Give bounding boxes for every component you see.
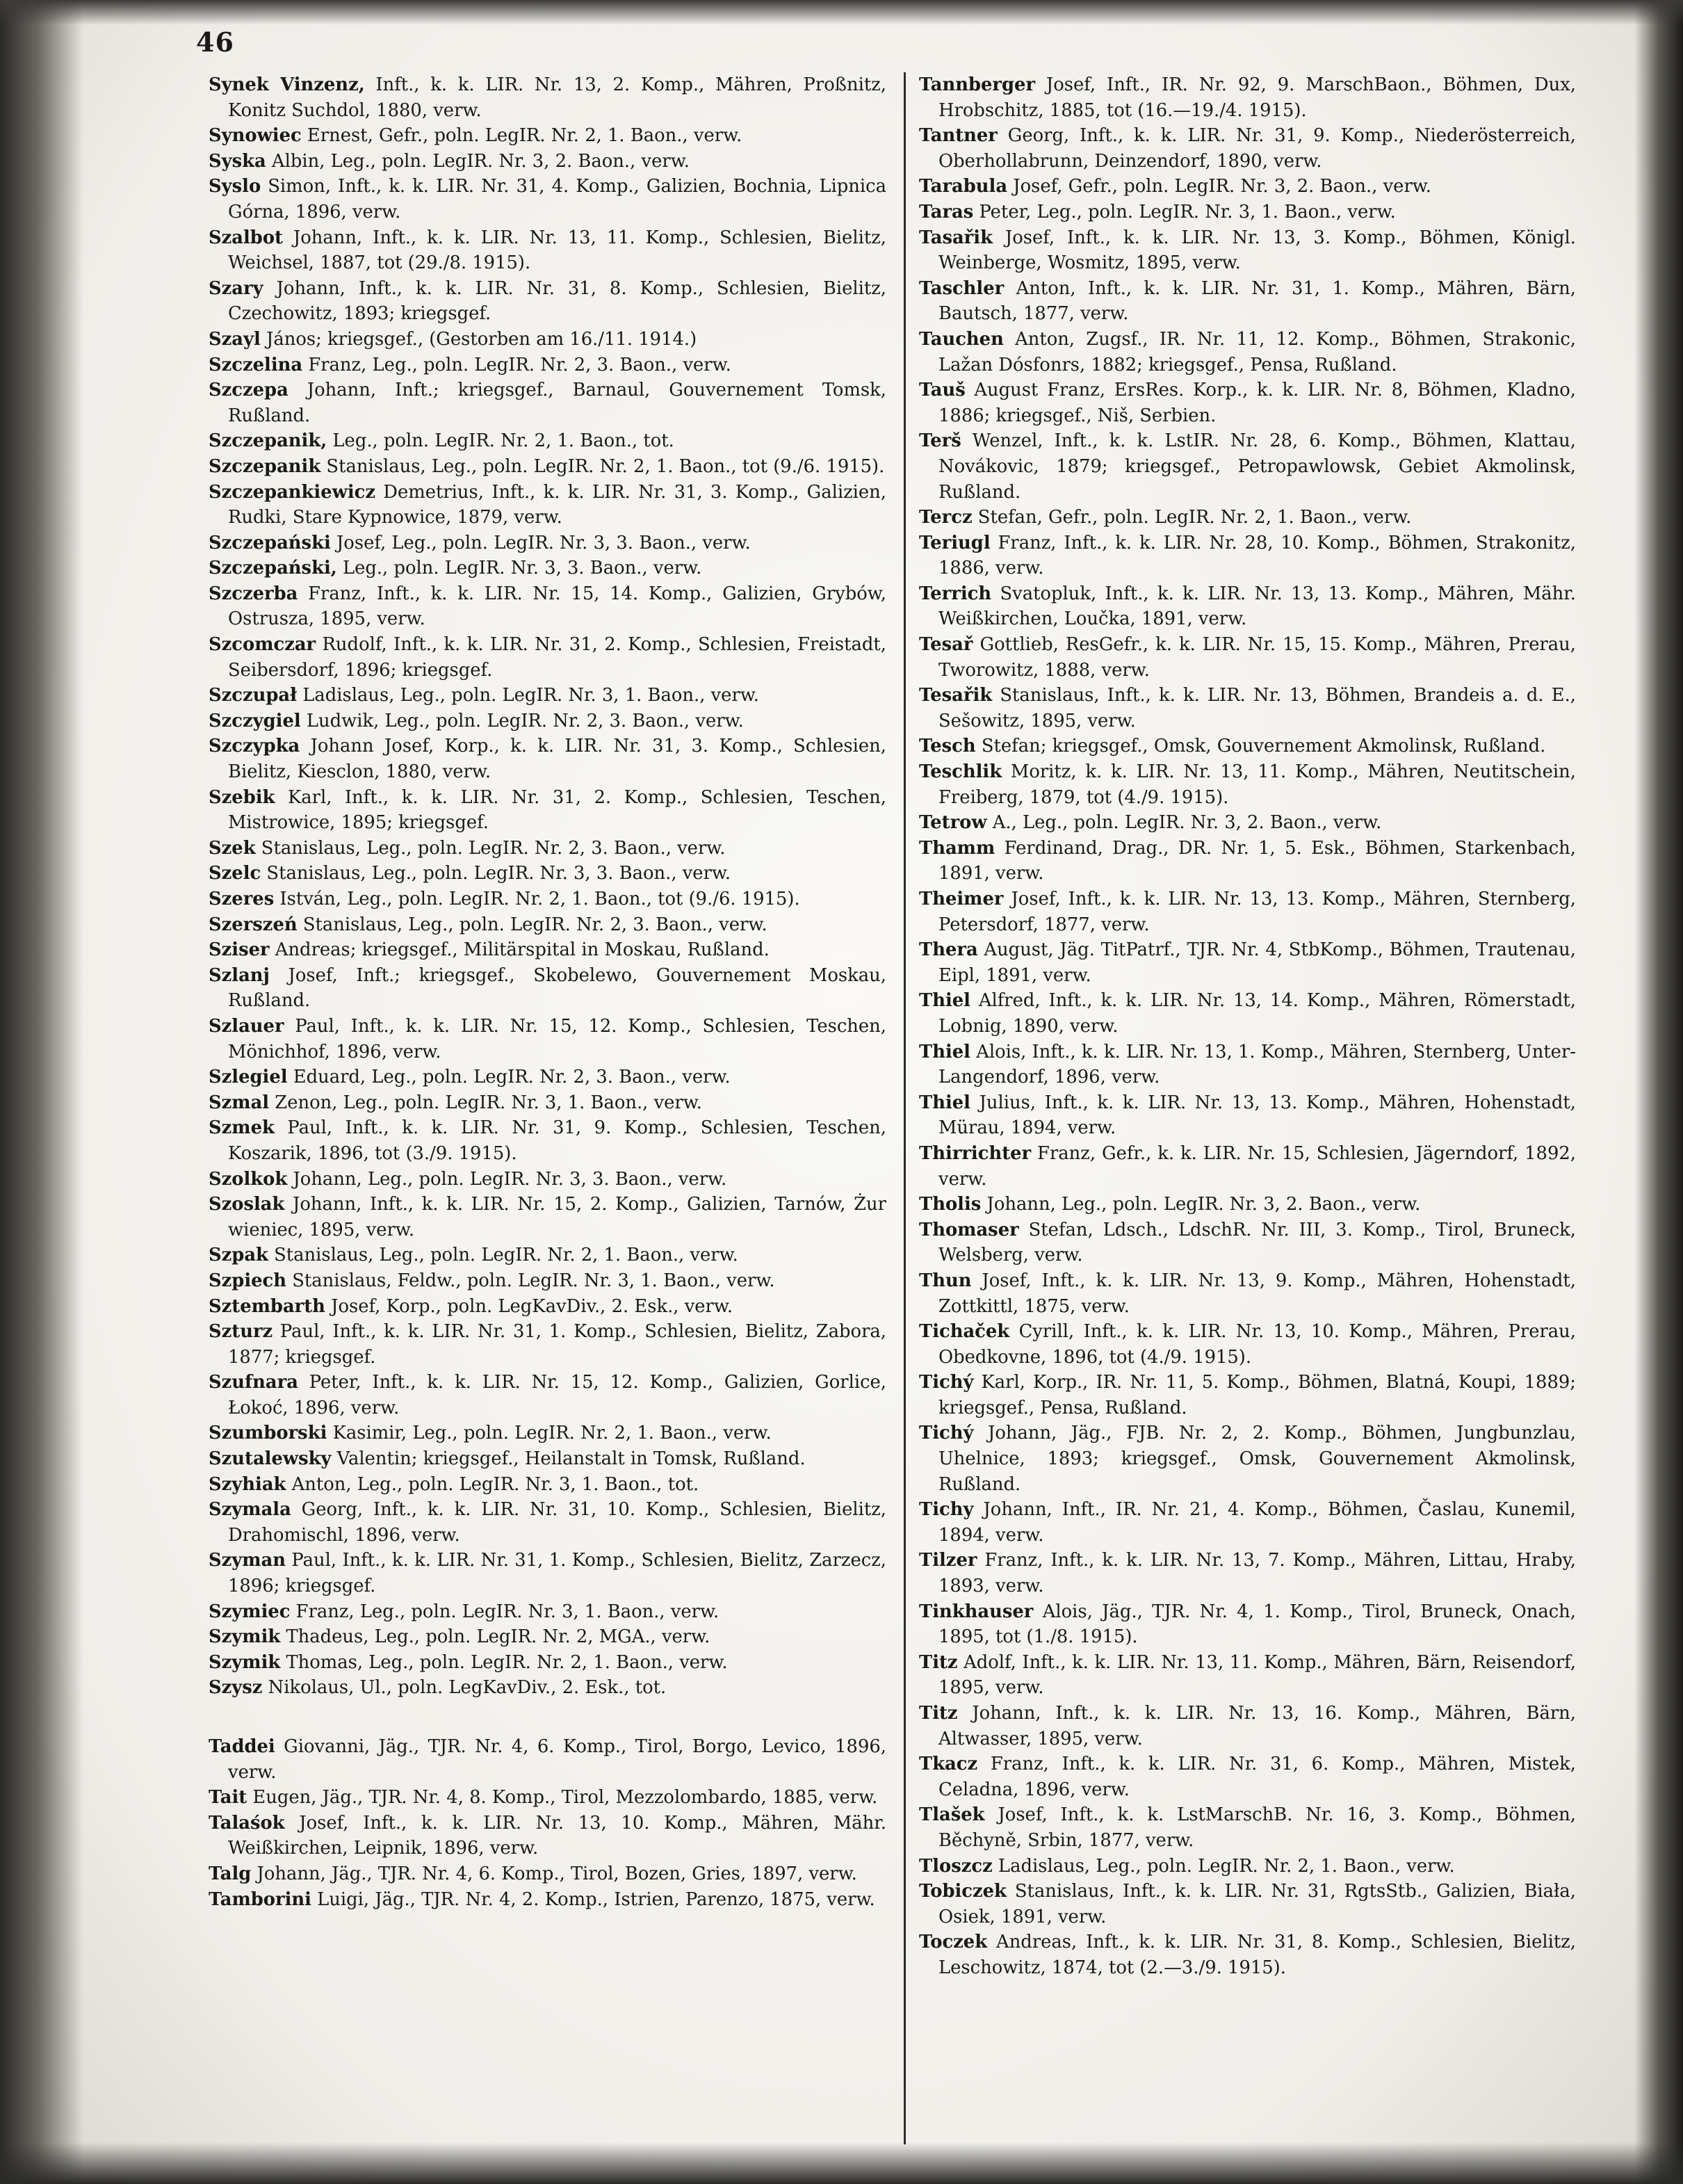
list-entry bbox=[919, 225, 1576, 276]
list-entry bbox=[209, 1115, 886, 1166]
entry-details: Johann, Inft., k. k. LIR. Nr. 31, 8. Komp., Schlesien, Bielitz, Czechowitz, 1893; kriegsgef. bbox=[228, 277, 886, 325]
list-entry bbox=[209, 963, 886, 1014]
entry-details: Johann, Leg., poln. LegIR. Nr. 3, 3. Baon., verw. bbox=[287, 1168, 727, 1190]
entry-surname: Szlegiel bbox=[209, 1067, 288, 1088]
list-entry bbox=[919, 1701, 1576, 1752]
list-entry bbox=[919, 1268, 1576, 1319]
list-entry bbox=[209, 1497, 886, 1548]
entry-details: Ladislaus, Leg., poln. LegIR. Nr. 2, 1. Baon., verw. bbox=[992, 1855, 1455, 1877]
list-entry bbox=[209, 1167, 886, 1192]
entry-surname: Szpiech bbox=[209, 1270, 286, 1291]
entry-surname: Szczypka bbox=[209, 736, 300, 757]
list-entry bbox=[919, 200, 1576, 225]
entry-surname: Thera bbox=[919, 939, 978, 961]
list-entry bbox=[209, 72, 886, 123]
entry-details: Georg, Inft., k. k. LIR. Nr. 31, 9. Komp., Niederösterreich, Oberhollabrunn, Deinzendorf, 1890, verw. bbox=[938, 125, 1576, 172]
entry-surname: Szmek bbox=[209, 1117, 275, 1139]
entry-details: Josef, Inft., k. k. LIR. Nr. 13, 9. Komp., Mähren, Hohenstadt, Zottkittl, 1875, verw. bbox=[938, 1270, 1576, 1317]
entry-details: Franz, Leg., poln. LegIR. Nr. 3, 1. Baon., verw. bbox=[290, 1601, 719, 1622]
list-entry bbox=[919, 276, 1576, 327]
entry-surname: Teschlik bbox=[919, 761, 1002, 783]
entry-details: Stanislaus, Leg., poln. LegIR. Nr. 2, 3. Baon., verw. bbox=[297, 914, 767, 935]
entry-details: Cyrill, Inft., k. k. LIR. Nr. 13, 10. Komp., Mähren, Prerau, Obedkovne, 1896, tot (4./9. 1915). bbox=[938, 1321, 1576, 1368]
entry-details: Peter, Inft., k. k. LIR. Nr. 15, 12. Komp., Galizien, Gorlice, Łokoć, 1896, verw. bbox=[228, 1372, 886, 1418]
entry-surname: Thiel bbox=[919, 1041, 970, 1062]
list-entry bbox=[209, 276, 886, 327]
list-entry bbox=[209, 1065, 886, 1090]
list-entry bbox=[209, 353, 886, 378]
entry-surname: Szmal bbox=[209, 1092, 270, 1113]
right-column bbox=[919, 72, 1576, 1981]
list-entry bbox=[209, 1624, 886, 1650]
list-entry bbox=[209, 785, 886, 836]
list-entry bbox=[919, 531, 1576, 581]
entry-surname: Taschler bbox=[919, 277, 1005, 299]
list-entry bbox=[919, 1040, 1576, 1090]
list-entry bbox=[209, 1650, 886, 1676]
entry-details: Anton, Leg., poln. LegIR. Nr. 3, 1. Baon., tot. bbox=[286, 1473, 699, 1495]
entry-surname: Szczepa bbox=[209, 380, 288, 401]
list-entry bbox=[209, 428, 886, 454]
entry-details: Zenon, Leg., poln. LegIR. Nr. 3, 1. Baon., verw. bbox=[269, 1092, 702, 1113]
list-entry bbox=[209, 149, 886, 175]
list-entry bbox=[919, 1370, 1576, 1421]
entry-details: Moritz, k. k. LIR. Nr. 13, 11. Komp., Mähren, Neutitschein, Freiberg, 1879, tot (4./9. 1915). bbox=[938, 761, 1576, 808]
entry-details: Franz, Inft., k. k. LIR. Nr. 15, 14. Komp., Galizien, Grybów, Ostrusza, 1895, verw. bbox=[228, 583, 886, 630]
list-entry bbox=[919, 327, 1576, 378]
entry-details: Franz, Leg., poln. LegIR. Nr. 2, 3. Baon., verw. bbox=[302, 354, 731, 375]
entry-surname: Szczerba bbox=[209, 583, 298, 604]
list-entry bbox=[209, 1090, 886, 1116]
entry-details: Johann, Inft., k. k. LIR. Nr. 13, 16. Komp., Mähren, Bärn, Altwasser, 1895, verw. bbox=[938, 1703, 1576, 1749]
entry-surname: Thamm bbox=[919, 837, 995, 859]
entry-details: Johann, Inft.; kriegsgef., Barnaul, Gouvernement Tomsk, Rußland. bbox=[228, 380, 886, 426]
list-entry bbox=[209, 683, 886, 709]
entry-surname: Szebik bbox=[209, 786, 275, 808]
entry-details: Johann, Leg., poln. LegIR. Nr. 3, 2. Baon., verw. bbox=[981, 1194, 1421, 1215]
entry-details: Thadeus, Leg., poln. LegIR. Nr. 2, MGA., verw. bbox=[280, 1626, 710, 1648]
entry-surname: Szek bbox=[209, 837, 256, 859]
entry-surname: Tesch bbox=[919, 736, 976, 757]
entry-surname: Szayl bbox=[209, 328, 261, 350]
entry-details: Josef, Inft., k. k. LstMarschB. Nr. 16, 3. Komp., Böhmen, Běchyně, Srbin, 1877, verw. bbox=[938, 1804, 1576, 1851]
entry-surname: Tetrow bbox=[919, 812, 987, 834]
entry-surname: Theimer bbox=[919, 889, 1004, 909]
entry-surname: Szczelina bbox=[209, 354, 303, 375]
entry-surname: Synowiec bbox=[209, 125, 302, 147]
list-entry bbox=[919, 1141, 1576, 1192]
entry-surname: Tesař bbox=[919, 634, 973, 656]
entry-surname: Tkacz bbox=[919, 1754, 978, 1775]
entry-details: Ferdinand, Drag., DR. Nr. 1, 5. Esk., Böhmen, Starkenbach, 1891, verw. bbox=[938, 837, 1576, 884]
entry-surname: Szcomczar bbox=[209, 634, 316, 656]
entry-surname: Tarabula bbox=[919, 176, 1008, 197]
entry-details: Paul, Inft., k. k. LIR. Nr. 31, 1. Komp., Schlesien, Bielitz, Zabora, 1877; kriegsgef. bbox=[228, 1321, 886, 1368]
entry-details: August Franz, ErsRes. Korp., k. k. LIR. Nr. 8, Böhmen, Kladno, 1886; kriegsgef., Niš, Serbien. bbox=[938, 380, 1576, 426]
entry-details: Andreas, Inft., k. k. LIR. Nr. 31, 8. Komp., Schlesien, Bielitz, Leschowitz, 1874, tot (2.—3./9. 1915). bbox=[938, 1932, 1576, 1978]
entry-surname: Szalbot bbox=[209, 227, 283, 248]
entry-details: Thomas, Leg., poln. LegIR. Nr. 2, 1. Baon., verw. bbox=[280, 1651, 728, 1673]
entry-surname: Szczupał bbox=[209, 685, 298, 706]
list-entry bbox=[209, 123, 886, 149]
list-entry bbox=[919, 734, 1576, 759]
list-entry bbox=[919, 72, 1576, 123]
entry-details: István, Leg., poln. LegIR. Nr. 2, 1. Baon., tot (9./6. 1915). bbox=[274, 889, 800, 909]
entry-details: Johann, Inft., IR. Nr. 21, 4. Komp., Böhmen, Časlau, Kunemil, 1894, verw. bbox=[938, 1499, 1576, 1546]
list-entry bbox=[209, 1887, 886, 1913]
entry-surname: Taddei bbox=[209, 1736, 275, 1757]
page-number: 46 bbox=[196, 26, 234, 58]
list-entry bbox=[209, 1675, 886, 1701]
left-column bbox=[209, 72, 886, 1912]
entry-details: Stanislaus, Leg., poln. LegIR. Nr. 3, 3. Baon., verw. bbox=[261, 863, 731, 884]
list-entry bbox=[209, 378, 886, 428]
entry-surname: Thiel bbox=[919, 990, 970, 1012]
entry-details: Adolf, Inft., k. k. LIR. Nr. 13, 11. Komp., Mähren, Bärn, Reisendorf, 1895, verw. bbox=[938, 1651, 1576, 1699]
entry-details: Peter, Leg., poln. LegIR. Nr. 3, 1. Baon., verw. bbox=[973, 201, 1396, 223]
entry-details: Kasimir, Leg., poln. LegIR. Nr. 2, 1. Baon., verw. bbox=[327, 1423, 772, 1444]
entry-details: August, Jäg. TitPatrf., TJR. Nr. 4, StbKomp., Böhmen, Trautenau, Eipl, 1891, verw. bbox=[938, 939, 1576, 986]
list-entry bbox=[919, 174, 1576, 200]
entry-details: Anton, Inft., k. k. LIR. Nr. 31, 1. Komp., Mähren, Bärn, Bautsch, 1877, verw. bbox=[938, 277, 1576, 325]
list-entry bbox=[919, 1752, 1576, 1802]
list-entry bbox=[209, 1785, 886, 1811]
entry-surname: Szufnara bbox=[209, 1372, 298, 1393]
list-entry bbox=[919, 937, 1576, 988]
entry-surname: Titz bbox=[919, 1703, 958, 1724]
entry-surname: Tauš bbox=[919, 380, 966, 401]
entry-details: Josef, Leg., poln. LegIR. Nr. 3, 3. Baon., verw. bbox=[330, 532, 751, 553]
entry-details: Nikolaus, Ul., poln. LegKavDiv., 2. Esk., tot. bbox=[262, 1677, 667, 1699]
entry-details: Josef, Inft., IR. Nr. 92, 9. MarschBaon., Böhmen, Dux, Hrobschitz, 1885, tot (16.—19./4. 1915). bbox=[938, 74, 1576, 121]
entry-surname: Szyman bbox=[209, 1550, 286, 1571]
list-entry bbox=[209, 531, 886, 556]
entry-surname: Taras bbox=[919, 201, 974, 223]
entry-surname: Szeres bbox=[209, 889, 275, 909]
entry-surname: Szysz bbox=[209, 1677, 263, 1699]
list-entry bbox=[209, 734, 886, 784]
list-entry bbox=[209, 327, 886, 353]
entry-surname: Tichý bbox=[919, 1423, 974, 1444]
entry-surname: Szturz bbox=[209, 1321, 273, 1343]
entry-details: Paul, Inft., k. k. LIR. Nr. 31, 1. Komp., Schlesien, Bielitz, Zarzecz, 1896; kriegsgef. bbox=[228, 1550, 886, 1597]
entry-surname: Szymiec bbox=[209, 1601, 291, 1622]
list-entry bbox=[209, 1319, 886, 1370]
entry-surname: Tasařik bbox=[919, 227, 993, 248]
entry-surname: Szczepanik bbox=[209, 455, 321, 477]
entry-surname: Tichaček bbox=[919, 1321, 1010, 1343]
entry-details: Johann, Jäg., TJR. Nr. 4, 6. Komp., Tirol, Bozen, Gries, 1897, verw. bbox=[251, 1863, 857, 1884]
entry-surname: Tobiczek bbox=[919, 1881, 1007, 1902]
list-entry bbox=[919, 632, 1576, 683]
entry-surname: Szolkok bbox=[209, 1168, 288, 1190]
list-entry bbox=[919, 1599, 1576, 1650]
entry-surname: Szlauer bbox=[209, 1015, 284, 1037]
list-entry bbox=[209, 937, 886, 963]
scan-shadow-bottom bbox=[0, 2142, 1683, 2184]
entry-details: Inft., k. k. LIR. Nr. 13, 2. Komp., Mähren, Proßnitz, Konitz Suchdol, 1880, verw. bbox=[228, 74, 886, 121]
entry-details: Franz, Inft., k. k. LIR. Nr. 31, 6. Komp., Mähren, Mistek, Celadna, 1896, verw. bbox=[938, 1754, 1576, 1800]
entry-surname: Szlanj bbox=[209, 964, 270, 986]
entry-surname: Terš bbox=[919, 430, 961, 452]
list-entry bbox=[209, 1811, 886, 1861]
list-entry bbox=[209, 1861, 886, 1887]
list-entry bbox=[209, 1370, 886, 1421]
entry-surname: Tholis bbox=[919, 1194, 982, 1215]
entry-surname: Thirrichter bbox=[919, 1142, 1032, 1164]
entry-details: A., Leg., poln. LegIR. Nr. 3, 2. Baon., verw. bbox=[986, 812, 1382, 834]
entry-details: Franz, Inft., k. k. LIR. Nr. 28, 10. Komp., Böhmen, Strakonitz, 1886, verw. bbox=[938, 532, 1576, 579]
entry-details: Johann, Jäg., FJB. Nr. 2, 2. Komp., Böhmen, Jungbunzlau, Uhelnice, 1893; kriegsgef., Omsk, Gouvernement Akmolinsk, Rußland. bbox=[938, 1423, 1576, 1495]
entry-surname: Sziser bbox=[209, 939, 270, 961]
entry-surname: Tauchen bbox=[919, 328, 1004, 350]
list-entry bbox=[919, 428, 1576, 505]
list-entry bbox=[209, 632, 886, 683]
entry-surname: Szczepankiewicz bbox=[209, 481, 376, 503]
entry-surname: Szymik bbox=[209, 1651, 281, 1673]
list-entry bbox=[919, 1421, 1576, 1497]
list-entry bbox=[209, 480, 886, 531]
entry-surname: Teriugl bbox=[919, 532, 991, 553]
list-entry bbox=[209, 1014, 886, 1065]
entry-surname: Tichy bbox=[919, 1499, 974, 1521]
list-entry bbox=[919, 1879, 1576, 1930]
list-entry bbox=[209, 709, 886, 734]
entry-surname: Szczepański bbox=[209, 532, 331, 553]
scan-shadow-left bbox=[0, 0, 83, 2184]
list-entry bbox=[919, 1930, 1576, 1980]
entry-surname: Tlašek bbox=[919, 1804, 985, 1826]
list-entry bbox=[209, 887, 886, 912]
entry-surname: Szelc bbox=[209, 863, 261, 884]
entry-details: Valentin; kriegsgef., Heilanstalt in Tomsk, Rußland. bbox=[331, 1448, 806, 1470]
list-entry bbox=[919, 1319, 1576, 1370]
entry-details: Josef, Inft., k. k. LIR. Nr. 13, 13. Komp., Mähren, Sternberg, Petersdorf, 1877, verw. bbox=[938, 889, 1576, 935]
list-entry bbox=[209, 581, 886, 632]
scan-shadow-top bbox=[0, 0, 1683, 25]
entry-details: Simon, Inft., k. k. LIR. Nr. 31, 4. Komp., Galizien, Bochnia, Lipnica Górna, 1896, verw. bbox=[228, 176, 886, 223]
list-entry bbox=[209, 1446, 886, 1472]
list-entry bbox=[209, 1599, 886, 1625]
scan-shadow-right bbox=[1634, 0, 1683, 2184]
entry-details: Rudolf, Inft., k. k. LIR. Nr. 31, 2. Komp., Schlesien, Freistadt, Seibersdorf, 1896; kriegsgef. bbox=[228, 634, 886, 681]
entry-surname: Szutalewsky bbox=[209, 1448, 332, 1470]
entry-details: Stanislaus, Leg., poln. LegIR. Nr. 2, 1. Baon., verw. bbox=[268, 1245, 738, 1266]
entry-details: Gottlieb, ResGefr., k. k. LIR. Nr. 15, 15. Komp., Mähren, Prerau, Tworowitz, 1888, verw. bbox=[938, 634, 1576, 681]
entry-details: Johann Josef, Korp., k. k. LIR. Nr. 31, 3. Komp., Schlesien, Bielitz, Kiesclon, 1880, verw. bbox=[228, 736, 886, 783]
entry-details: Demetrius, Inft., k. k. LIR. Nr. 31, 3. Komp., Galizien, Rudki, Stare Kypnowice, 1879, verw. bbox=[228, 481, 886, 528]
entry-surname: Titz bbox=[919, 1651, 958, 1673]
entry-details: Josef, Inft., k. k. LIR. Nr. 13, 10. Komp., Mähren, Mähr. Weißkirchen, Leipnik, 1896, verw. bbox=[228, 1812, 886, 1859]
list-entry bbox=[209, 1548, 886, 1599]
entry-surname: Szary bbox=[209, 277, 263, 299]
entry-surname: Tait bbox=[209, 1787, 247, 1809]
entry-details: Georg, Inft., k. k. LIR. Nr. 31, 10. Komp., Schlesien, Bielitz, Drahomischl, 1896, verw. bbox=[228, 1499, 886, 1546]
list-entry bbox=[209, 1192, 886, 1243]
entry-surname: Talaśok bbox=[209, 1812, 285, 1834]
list-entry bbox=[209, 1268, 886, 1294]
entry-surname: Tantner bbox=[919, 125, 998, 147]
list-entry bbox=[919, 505, 1576, 531]
entry-details: Ludwik, Leg., poln. LegIR. Nr. 2, 3. Baon., verw. bbox=[300, 710, 744, 731]
entry-surname: Synek Vinzenz, bbox=[209, 74, 365, 95]
entry-details: Alfred, Inft., k. k. LIR. Nr. 13, 14. Komp., Mähren, Römerstadt, Lobnig, 1890, verw. bbox=[938, 990, 1576, 1037]
entry-surname: Tinkhauser bbox=[919, 1601, 1034, 1622]
list-entry bbox=[919, 581, 1576, 632]
entry-details: Anton, Zugsf., IR. Nr. 11, 12. Komp., Böhmen, Strakonic, Lažan Dósfonrs, 1882; kriegsgef., Pensa, Rußland. bbox=[938, 328, 1576, 375]
list-entry bbox=[209, 861, 886, 887]
list-entry bbox=[919, 1090, 1576, 1141]
list-entry bbox=[919, 1218, 1576, 1268]
list-entry bbox=[209, 174, 886, 225]
entry-details: Johann, Inft., k. k. LIR. Nr. 15, 2. Komp., Galizien, Tarnów, Żur wieniec, 1895, verw. bbox=[228, 1194, 886, 1240]
list-entry bbox=[919, 683, 1576, 734]
entry-surname: Tercz bbox=[919, 507, 973, 528]
entry-surname: Tilzer bbox=[919, 1550, 977, 1571]
entry-surname: Szczepanik, bbox=[209, 430, 327, 452]
entry-details: Josef, Inft., k. k. LIR. Nr. 13, 3. Komp., Böhmen, Königl. Weinberge, Wosmitz, 1895, verw. bbox=[938, 227, 1576, 274]
entry-surname: Szoslak bbox=[209, 1194, 285, 1215]
entry-details: Julius, Inft., k. k. LIR. Nr. 13, 13. Komp., Mähren, Hohenstadt, Mürau, 1894, verw. bbox=[938, 1092, 1576, 1139]
entry-surname: Syska bbox=[209, 150, 266, 172]
entry-details: Stanislaus, Leg., poln. LegIR. Nr. 2, 1. Baon., tot (9./6. 1915). bbox=[320, 455, 885, 477]
list-entry bbox=[919, 810, 1576, 836]
list-entry bbox=[919, 1650, 1576, 1701]
entry-details: Wenzel, Inft., k. k. LstIR. Nr. 28, 6. Komp., Böhmen, Klattau, Novákovic, 1879; kriegsgef., Petropawlowsk, Gebiet Akmolinsk, Rußland. bbox=[938, 430, 1576, 503]
entry-surname: Tannberger bbox=[919, 74, 1036, 95]
entry-details: Stefan, Ldsch., LdschR. Nr. III, 3. Komp., Tirol, Bruneck, Welsberg, verw. bbox=[938, 1219, 1576, 1266]
list-entry bbox=[919, 1192, 1576, 1218]
entry-details: Luigi, Jäg., TJR. Nr. 4, 2. Komp., Istrien, Parenzo, 1875, verw. bbox=[311, 1888, 875, 1910]
entry-details: Leg., poln. LegIR. Nr. 3, 3. Baon., verw. bbox=[336, 558, 702, 579]
entry-details: Stefan, Gefr., poln. LegIR. Nr. 2, 1. Baon., verw. bbox=[972, 507, 1412, 528]
entry-details: Karl, Korp., IR. Nr. 11, 5. Komp., Böhmen, Blatná, Koupi, 1889; kriegsgef., Pensa, Rußland. bbox=[938, 1372, 1576, 1418]
entry-details: Franz, Gefr., k. k. LIR. Nr. 15, Schlesien, Jägerndorf, 1892, verw. bbox=[938, 1142, 1576, 1190]
entry-surname: Sztembarth bbox=[209, 1295, 325, 1317]
entry-surname: Szymala bbox=[209, 1499, 291, 1521]
entry-details: Stanislaus, Feldw., poln. LegIR. Nr. 3, 1. Baon., verw. bbox=[286, 1270, 775, 1291]
entry-details: Karl, Inft., k. k. LIR. Nr. 31, 2. Komp., Schlesien, Teschen, Mistrowice, 1895; kriegsgef. bbox=[228, 786, 886, 834]
entry-surname: Syslo bbox=[209, 176, 261, 197]
list-entry bbox=[209, 912, 886, 938]
list-entry bbox=[919, 836, 1576, 887]
entry-details: Franz, Inft., k. k. LIR. Nr. 13, 7. Komp., Mähren, Littau, Hraby, 1893, verw. bbox=[938, 1550, 1576, 1597]
list-entry bbox=[919, 378, 1576, 428]
list-entry bbox=[919, 1854, 1576, 1879]
entry-surname: Tichý bbox=[919, 1372, 974, 1393]
entry-details: Alois, Jäg., TJR. Nr. 4, 1. Komp., Tirol, Bruneck, Onach, 1895, tot (1./8. 1915). bbox=[938, 1601, 1576, 1648]
list-entry bbox=[919, 988, 1576, 1039]
entry-details: Andreas; kriegsgef., Militärspital in Moskau, Rußland. bbox=[269, 939, 770, 961]
entry-surname: Szumborski bbox=[209, 1423, 327, 1444]
entry-details: Ladislaus, Leg., poln. LegIR. Nr. 3, 1. Baon., verw. bbox=[297, 685, 759, 706]
list-entry bbox=[919, 1497, 1576, 1548]
entry-surname: Thomaser bbox=[919, 1219, 1019, 1240]
list-entry bbox=[209, 1294, 886, 1320]
list-entry bbox=[919, 1548, 1576, 1599]
entry-details: János; kriegsgef., (Gestorben am 16./11. 1914.) bbox=[260, 328, 697, 350]
list-entry bbox=[919, 887, 1576, 937]
entry-surname: Szczepański, bbox=[209, 558, 337, 579]
entry-surname: Szymik bbox=[209, 1626, 281, 1648]
entry-surname: Tesařik bbox=[919, 685, 993, 706]
entry-surname: Szyhiak bbox=[209, 1473, 286, 1495]
entry-details: Stanislaus, Inft., k. k. LIR. Nr. 13, Böhmen, Brandeis a. d. E., Sešowitz, 1895, verw. bbox=[938, 685, 1576, 731]
entry-surname: Szczygiel bbox=[209, 710, 301, 731]
entry-details: Paul, Inft., k. k. LIR. Nr. 15, 12. Komp., Schlesien, Teschen, Mönichhof, 1896, verw. bbox=[228, 1015, 886, 1062]
entry-details: Stefan; kriegsgef., Omsk, Gouvernement Akmolinsk, Rußland. bbox=[975, 736, 1546, 757]
list-entry bbox=[919, 123, 1576, 174]
entry-surname: Thun bbox=[919, 1270, 972, 1291]
entry-details: Giovanni, Jäg., TJR. Nr. 4, 6. Komp., Tirol, Borgo, Levico, 1896, verw. bbox=[228, 1736, 886, 1783]
list-entry bbox=[209, 225, 886, 276]
entry-surname: Tloszcz bbox=[919, 1855, 993, 1877]
list-entry bbox=[919, 759, 1576, 810]
entry-surname: Szerszeń bbox=[209, 914, 298, 935]
entry-details: Albin, Leg., poln. LegIR. Nr. 3, 2. Baon., verw. bbox=[266, 150, 690, 172]
entry-details: Stanislaus, Inft., k. k. LIR. Nr. 31, RgtsStb., Galizien, Biała, Osiek, 1891, verw. bbox=[938, 1881, 1576, 1927]
list-entry bbox=[919, 1802, 1576, 1853]
list-entry bbox=[209, 454, 886, 480]
entry-surname: Tamborini bbox=[209, 1888, 311, 1910]
list-entry bbox=[209, 836, 886, 862]
list-entry bbox=[209, 1734, 886, 1785]
column-divider bbox=[904, 72, 906, 2144]
list-entry bbox=[209, 556, 886, 581]
entry-details: Alois, Inft., k. k. LIR. Nr. 13, 1. Komp., Mähren, Sternberg, Unter-Langendorf, 1896, verw. bbox=[938, 1041, 1576, 1088]
entry-details: Eugen, Jäg., TJR. Nr. 4, 8. Komp., Tirol, Mezzolombardo, 1885, verw. bbox=[247, 1787, 878, 1809]
entry-details: Paul, Inft., k. k. LIR. Nr. 31, 9. Komp., Schlesien, Teschen, Koszarik, 1896, tot (3./9. 1915). bbox=[228, 1117, 886, 1164]
entry-details: Josef, Inft.; kriegsgef., Skobelewo, Gouvernement Moskau, Rußland. bbox=[228, 964, 886, 1012]
list-entry bbox=[209, 1421, 886, 1446]
entry-details: Josef, Gefr., poln. LegIR. Nr. 3, 2. Baon., verw. bbox=[1007, 176, 1431, 197]
list-entry bbox=[209, 1472, 886, 1498]
entry-details: Johann, Inft., k. k. LIR. Nr. 13, 11. Komp., Schlesien, Bielitz, Weichsel, 1887, tot (29./8. 1915). bbox=[228, 227, 886, 274]
entry-surname: Toczek bbox=[919, 1932, 988, 1953]
entry-surname: Thiel bbox=[919, 1092, 970, 1113]
entry-surname: Talg bbox=[209, 1863, 252, 1884]
entry-details: Stanislaus, Leg., poln. LegIR. Nr. 2, 3. Baon., verw. bbox=[255, 837, 726, 859]
entry-surname: Szpak bbox=[209, 1245, 268, 1266]
entry-surname: Terrich bbox=[919, 583, 992, 604]
entry-details: Eduard, Leg., poln. LegIR. Nr. 2, 3. Baon., verw. bbox=[287, 1067, 731, 1088]
entry-details: Ernest, Gefr., poln. LegIR. Nr. 2, 1. Baon., verw. bbox=[301, 125, 742, 147]
section-gap bbox=[209, 1701, 886, 1734]
entry-details: Svatopluk, Inft., k. k. LIR. Nr. 13, 13. Komp., Mähren, Mähr. Weißkirchen, Loučka, 1891, verw. bbox=[938, 583, 1576, 630]
list-entry bbox=[209, 1243, 886, 1268]
entry-details: Leg., poln. LegIR. Nr. 2, 1. Baon., tot. bbox=[327, 430, 674, 452]
entry-details: Josef, Korp., poln. LegKavDiv., 2. Esk., verw. bbox=[325, 1295, 733, 1317]
